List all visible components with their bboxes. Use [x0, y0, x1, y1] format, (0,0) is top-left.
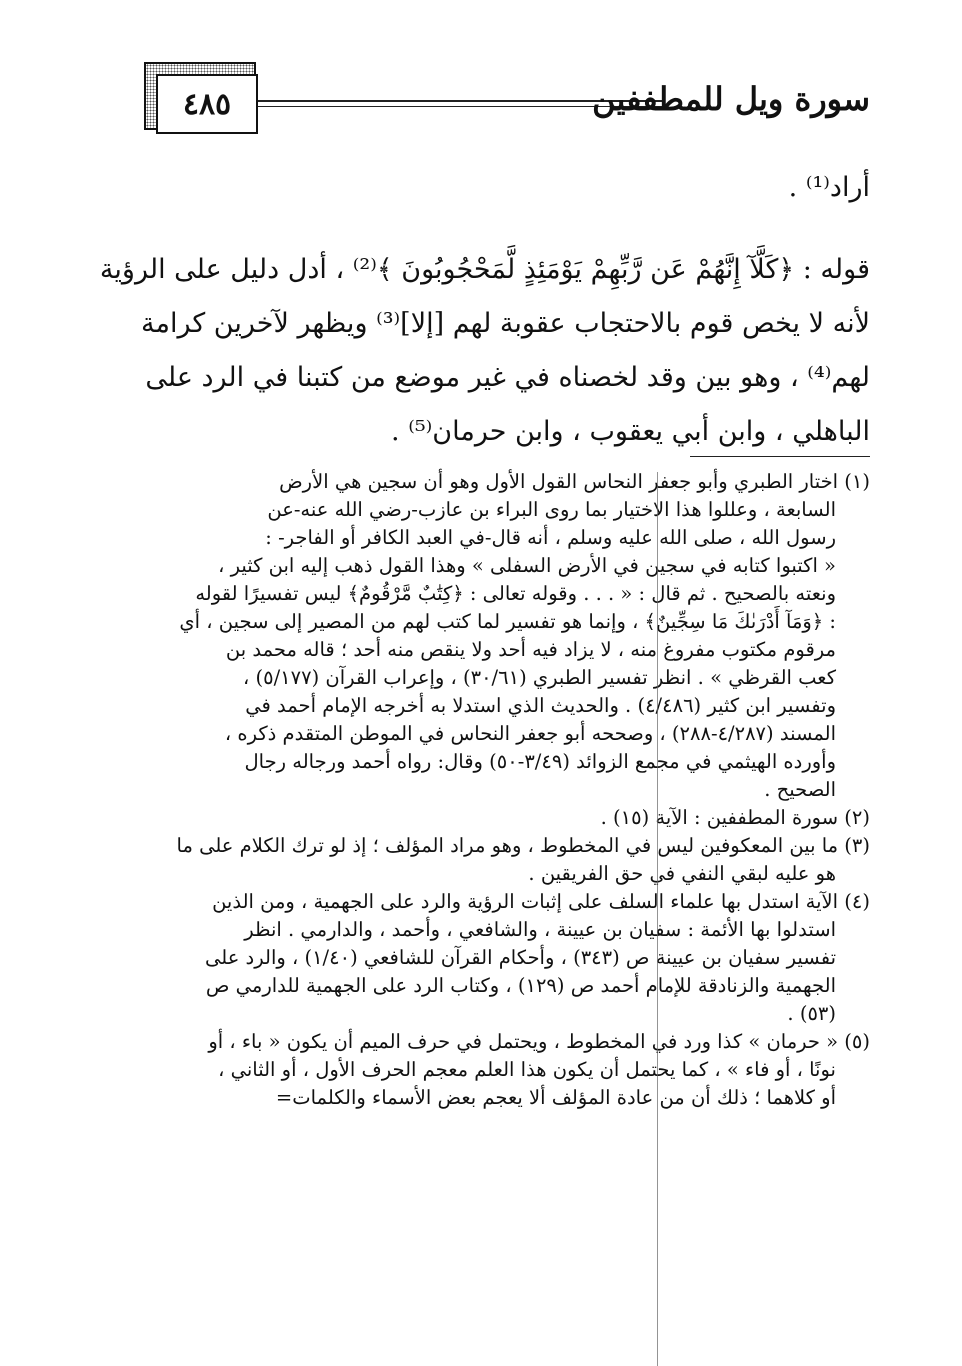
footnote-line: (٢) سورة المطففين : الآية (١٥) .	[600, 806, 870, 829]
footnote-line: المسند (٤/٢٨٧-٢٨٨) ، وصححه أبو جعفر النحاس في الموطن المتقدم ذكره ،	[224, 722, 836, 745]
footnote-line: (٥) « حرمان » كذا ورد في المخطوط ، ويحتمل في حرف الميم أن يكون « باء ، أو	[208, 1030, 870, 1053]
footnote-line: وتفسير ابن كثير (٤/٤٨٦) . والحديث الذي استدلا به أخرجه الإمام أحمد في	[245, 694, 836, 717]
footnote-line: وأورده الهيثمي في مجمع الزوائد (٣/٤٩-٥٠) وقال: رواه أحمد ورجاله رجال	[244, 750, 836, 773]
main-text-line: قوله : ﴿كَلَّآ إِنَّهُمْ عَن رَّبِّهِمْ يَوْمَئِذٍ لَّمَحْجُوبُونَ ﴾⁽²⁾ ، أدل دليل على الرؤية	[99, 254, 870, 285]
footnote-line: كعب القرظي » . انظر تفسير الطبري (٣٠/٦١) ، وإعراب القرآن (٥/١٧٧) ،	[243, 666, 836, 689]
footnote-line: : ﴿وَمَآ أَدْرَىٰكَ مَا سِجِّينٌ﴾ ، وإنما هو تفسير لما كتب لهم من المصير إلى سجين ، أي	[179, 610, 836, 633]
footnote-line: « اكتبوا كتابه في سجين في الأرض السفلى » وهذا القول ذهب إليه ابن كثير ،	[218, 554, 836, 577]
scan-artifact-line	[657, 472, 658, 1366]
footnote-line: استدلوا بها الأئمة : سفيان بن عيينة ، والشافعي ، وأحمد ، والدارمي . انظر	[244, 918, 836, 941]
footnote-line: الجهمية والزنادقة للإمام أحمد ص (١٢٩) ، وكتاب الرد على الجهمية للدارمي ص	[205, 974, 836, 997]
footnote-line: رسول الله ، صلى الله عليه وسلم ، أنه قال-في العبد الكافر أو الفاجر- :	[265, 526, 836, 549]
footnote-line: مرقوم مكتوب مفروغ منه ، لا يزاد فيه أحد ولا ينقص منه أحد ؛ قاله محمد بن	[225, 638, 836, 661]
page-number: ٤٨٥	[156, 74, 258, 134]
page-number-frame	[144, 62, 256, 130]
main-text-line: لهم⁽⁴⁾ ، وهو بين وقد لخصناه في غير موضع من كتبنا في الرد على	[145, 362, 870, 393]
footnote-line: (٤) الآية استدل بها علماء السلف على إثبات الرؤية والرد على الجهمية ، ومن الذين	[212, 890, 870, 913]
footnote-line: تفسير سفيان بن عيينة ص (٣٤٣) ، وأحكام القرآن للشافعي (١/٤٠) ، والرد على	[205, 946, 836, 969]
footnote-line: نونًا ، أو فاء » ، كما يحتمل أن يكون هذا العلم معجم الحرف الأول ، أو الثاني ،	[218, 1058, 836, 1081]
footnote-line: (٥٣) .	[787, 1002, 836, 1025]
footnote-line: ونعته بالصحيح . ثم قال : « . . . وقوله تعالى : ﴿كِتَٰبٌ مَّرْقُومٌ﴾ ليس تفسيرًا لقوله	[195, 582, 836, 605]
footnote-separator	[690, 456, 870, 457]
footnote-line: (٣) ما بين المعكوفين ليس في المخطوط ، وهو مراد المؤلف ؛ إذ لو ترك الكلام على ما	[176, 834, 870, 857]
footnote-line: هو عليه لبقي النفي في حق الفريقين .	[528, 862, 836, 885]
footnote-line: السابعة ، وعللوا هذا الاختيار بما روى البراء بن عازب-رضي الله عنه-عن	[267, 498, 836, 521]
main-text-line: لأنه لا يخص قوم بالاحتجاب عقوبة لهم [إلا]⁽³⁾ ويظهر لآخرين كرامة	[141, 308, 870, 339]
footnote-line: (١) اختار الطبري وأبو جعفر النحاس القول الأول وهو أن سجين هي الأرض	[279, 470, 870, 493]
main-text-line: أراد⁽¹⁾ .	[788, 172, 870, 203]
running-title: سورة ويل للمطففين	[592, 80, 870, 118]
footnote-line: أو كلاهما ؛ ذلك أن من عادة المؤلف ألا يعجم بعض الأسماء والكلمات=	[275, 1086, 836, 1109]
main-text-line: الباهلي ، وابن أبي يعقوب ، وابن حرمان⁽⁵⁾ .	[391, 416, 870, 447]
footnote-line: الصحيح .	[764, 778, 836, 801]
